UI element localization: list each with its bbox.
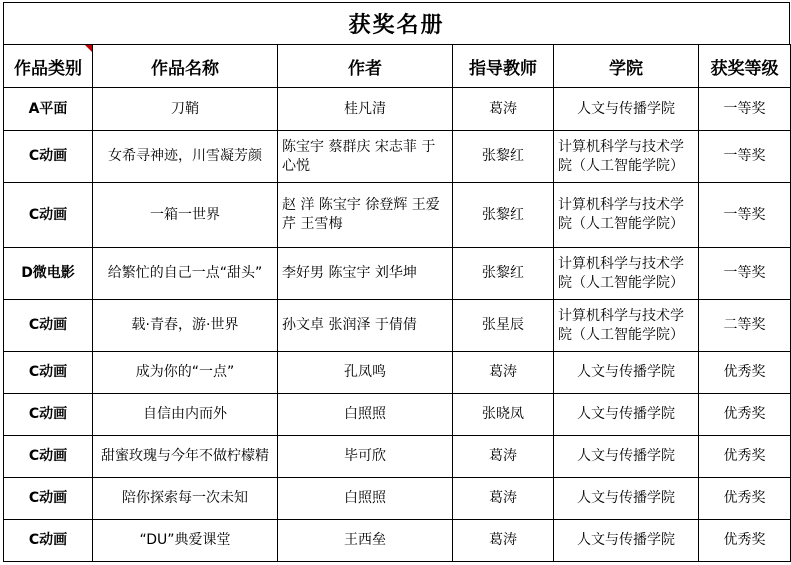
header-work: 作品名称 bbox=[93, 45, 278, 88]
cell-advisor: 葛涛 bbox=[453, 436, 554, 478]
cell-author: 白照照 bbox=[278, 478, 453, 520]
cell-advisor: 张晓凤 bbox=[453, 394, 554, 436]
cell-advisor: 葛涛 bbox=[453, 520, 554, 562]
cell-author: 白照照 bbox=[278, 394, 453, 436]
cell-award: 一等奖 bbox=[699, 131, 791, 183]
cell-advisor: 张黎红 bbox=[453, 248, 554, 300]
table-row bbox=[4, 88, 791, 131]
cell-award: 优秀奖 bbox=[699, 478, 791, 520]
cell-advisor: 葛涛 bbox=[453, 88, 554, 131]
table-row bbox=[4, 352, 791, 394]
award-table bbox=[3, 44, 791, 562]
cell-author: 孙文卓 张润泽 于倩倩 bbox=[278, 300, 453, 352]
header-college: 学院 bbox=[554, 45, 699, 88]
cell-college: 人文与传播学院 bbox=[554, 352, 699, 394]
cell-award: 一等奖 bbox=[699, 183, 791, 248]
cell-college: 人文与传播学院 bbox=[554, 478, 699, 520]
cell-college: 人文与传播学院 bbox=[554, 88, 699, 131]
cell-advisor: 张黎红 bbox=[453, 131, 554, 183]
cell-advisor: 张星辰 bbox=[453, 300, 554, 352]
header-author: 作者 bbox=[278, 45, 453, 88]
cell-author: 赵 洋 陈宝宇 徐登辉 王爱芹 王雪梅 bbox=[278, 183, 453, 248]
cell-work: 给繁忙的自己一点“甜头” bbox=[93, 248, 278, 300]
sheet-title: 获奖名册 bbox=[3, 2, 790, 44]
cell-advisor: 张黎红 bbox=[453, 183, 554, 248]
table-row bbox=[4, 520, 791, 562]
cell-college: 人文与传播学院 bbox=[554, 520, 699, 562]
cell-work: 一箱一世界 bbox=[93, 183, 278, 248]
cell-category: C动画 bbox=[4, 183, 93, 248]
table-row bbox=[4, 478, 791, 520]
cell-college: 计算机科学与技术学院（人工智能学院） bbox=[554, 183, 699, 248]
cell-work: 陪你探索每一次未知 bbox=[93, 478, 278, 520]
cell-college: 人文与传播学院 bbox=[554, 436, 699, 478]
cell-award: 优秀奖 bbox=[699, 394, 791, 436]
cell-category: C动画 bbox=[4, 352, 93, 394]
table-row bbox=[4, 183, 791, 248]
cell-award: 一等奖 bbox=[699, 248, 791, 300]
table-row bbox=[4, 131, 791, 183]
cell-award: 优秀奖 bbox=[699, 520, 791, 562]
table-row bbox=[4, 300, 791, 352]
cell-college: 计算机科学与技术学院（人工智能学院） bbox=[554, 300, 699, 352]
cell-author: 孔凤鸣 bbox=[278, 352, 453, 394]
cell-advisor: 葛涛 bbox=[453, 352, 554, 394]
cell-author: 李好男 陈宝宇 刘华坤 bbox=[278, 248, 453, 300]
header-advisor: 指导教师 bbox=[453, 45, 554, 88]
cell-work: 载·青春，游·世界 bbox=[93, 300, 278, 352]
cell-college: 计算机科学与技术学院（人工智能学院） bbox=[554, 131, 699, 183]
table-row bbox=[4, 436, 791, 478]
cell-college: 计算机科学与技术学院（人工智能学院） bbox=[554, 248, 699, 300]
cell-award: 优秀奖 bbox=[699, 436, 791, 478]
cell-author: 毕可欣 bbox=[278, 436, 453, 478]
cell-award: 二等奖 bbox=[699, 300, 791, 352]
cell-award: 优秀奖 bbox=[699, 352, 791, 394]
cell-category: A平面 bbox=[4, 88, 93, 131]
cell-category: D微电影 bbox=[4, 248, 93, 300]
cell-author: 桂凡清 bbox=[278, 88, 453, 131]
table-row bbox=[4, 394, 791, 436]
comment-indicator-icon bbox=[85, 45, 92, 52]
cell-category: C动画 bbox=[4, 478, 93, 520]
cell-work: 自信由内而外 bbox=[93, 394, 278, 436]
cell-work: 成为你的“一点” bbox=[93, 352, 278, 394]
cell-category: C动画 bbox=[4, 300, 93, 352]
cell-category: C动画 bbox=[4, 436, 93, 478]
cell-work: 甜蜜玫瑰与今年不做柠檬精 bbox=[93, 436, 278, 478]
cell-work: “DU”典爱课堂 bbox=[93, 520, 278, 562]
cell-work: 刀鞘 bbox=[93, 88, 278, 131]
header-category: 作品类别 bbox=[4, 45, 93, 88]
header-award: 获奖等级 bbox=[699, 45, 791, 88]
table-row bbox=[4, 248, 791, 300]
cell-college: 人文与传播学院 bbox=[554, 394, 699, 436]
cell-work: 女希寻神迹，川雪凝芳颜 bbox=[93, 131, 278, 183]
header-row bbox=[4, 45, 791, 88]
cell-author: 王西垒 bbox=[278, 520, 453, 562]
cell-category: C动画 bbox=[4, 131, 93, 183]
cell-advisor: 葛涛 bbox=[453, 478, 554, 520]
cell-award: 一等奖 bbox=[699, 88, 791, 131]
cell-category: C动画 bbox=[4, 394, 93, 436]
cell-author: 陈宝宇 蔡群庆 宋志菲 于心悦 bbox=[278, 131, 453, 183]
cell-category: C动画 bbox=[4, 520, 93, 562]
award-sheet bbox=[3, 2, 790, 562]
